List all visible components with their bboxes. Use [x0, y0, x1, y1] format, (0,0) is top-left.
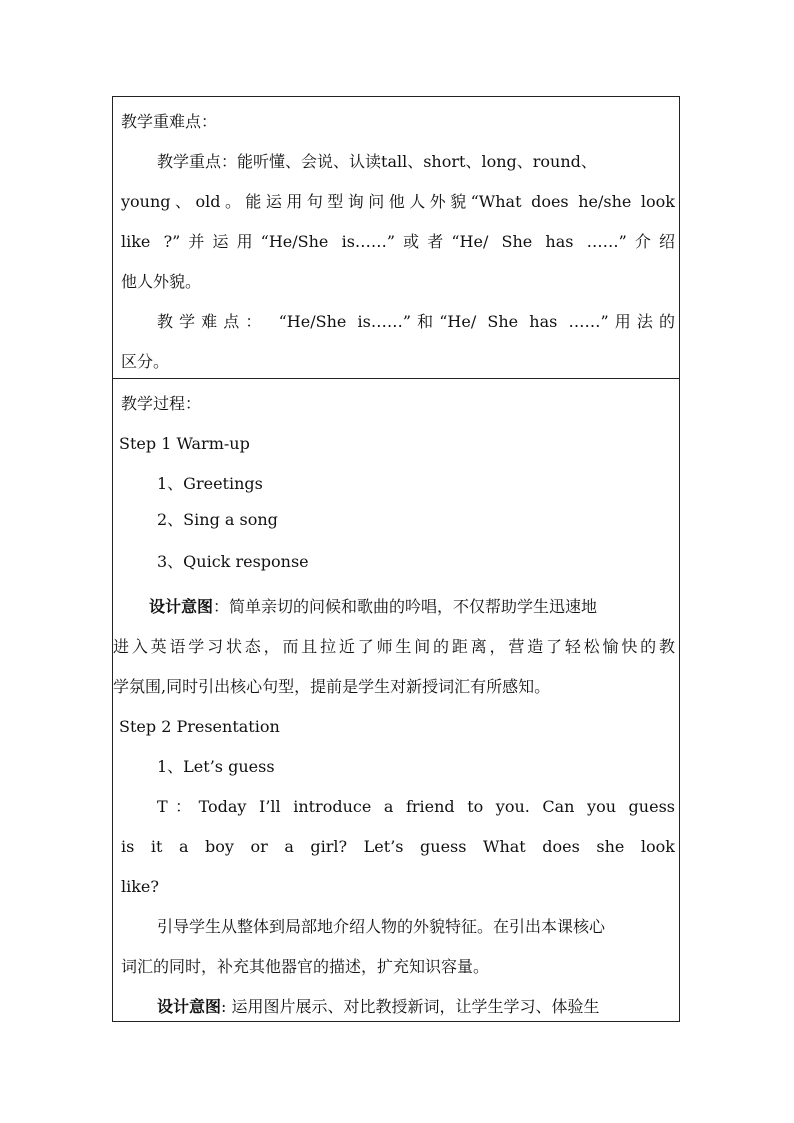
- teacher-line-3: like?: [121, 877, 159, 896]
- design-intent-label-2: 设计意图: [157, 997, 222, 1016]
- step1-heading: Step 1 Warm-up: [119, 434, 250, 453]
- key-points-line-1: [113, 151, 679, 173]
- key-points-text: 能听懂、会说、认读tall、short、long、round、: [237, 152, 597, 171]
- key-points-line-3: like ?”并运用“He/She is……”或者“He/ She has ……”介绍: [121, 232, 675, 251]
- key-difficult-points-cell: [112, 96, 680, 379]
- step1-item-2: 2、Sing a song: [157, 510, 278, 529]
- process-heading: 教学过程：: [121, 394, 202, 413]
- section-heading: 教学重难点：: [121, 112, 218, 131]
- key-points-line-4: 他人外貌。: [121, 272, 202, 291]
- teacher-line-1: T：Today I’ll introduce a friend to you. Can you guess: [157, 797, 675, 816]
- difficult-points-line-1: 教学难点： “He/She is……”和“He/ She has ……”用法的: [157, 312, 675, 331]
- design-intent-2-line-1: 设计意图: 运用图片展示、对比教授新词，让学生学习、体验生: [157, 997, 600, 1016]
- step1-item-3: 3、Quick response: [157, 552, 309, 571]
- design-intent-1-line-3: 学氛围,同时引出核心句型，提前是学生对新授词汇有所感知。: [113, 677, 551, 696]
- design-intent-label: 设计意图: [149, 597, 214, 616]
- step2-item-1: 1、Let’s guess: [157, 757, 275, 776]
- step2-heading: Step 2 Presentation: [119, 717, 280, 736]
- teaching-process-cell: [112, 378, 680, 1022]
- step1-item-1: 1、Greetings: [157, 474, 263, 493]
- key-points-label: 教学重点：: [157, 152, 238, 171]
- guide-line-2: 词汇的同时，补充其他器官的描述，扩充知识容量。: [121, 957, 490, 976]
- difficult-points-line-2: 区分。: [121, 352, 170, 371]
- teacher-line-2: is it a boy or a girl? Let’s guess What does she look: [121, 837, 675, 856]
- design-intent-1-line-2: 进入英语学习状态，而且拉近了师生间的距离，营造了轻松愉快的教: [113, 637, 675, 656]
- key-points-line-2: young、old。能运用句型询问他人外貌“What does he/she look: [121, 192, 675, 211]
- design-intent-1-line-1: 设计意图：简单亲切的问候和歌曲的吟唱，不仅帮助学生迅速地: [149, 597, 598, 616]
- guide-line-1: 引导学生从整体到局部地介绍人物的外貌特征。在引出本课核心: [157, 917, 606, 936]
